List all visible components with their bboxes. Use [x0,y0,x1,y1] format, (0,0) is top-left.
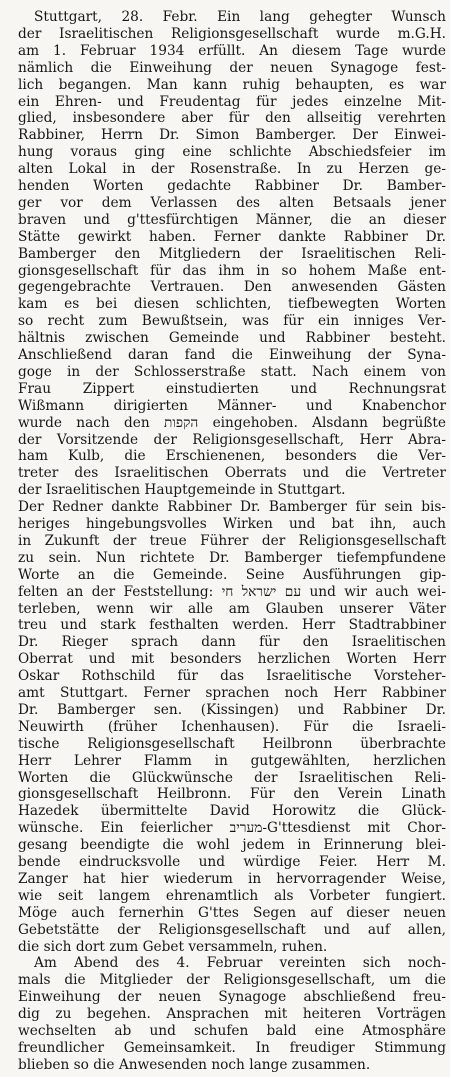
article-line: dig zu begehen. Ansprachen mit heiteren Vorträgen [18,1006,446,1023]
article-line: die sich dort zum Gebet versammeln, ruhen. [18,938,328,955]
article-line: Einweihung der neuen Synagoge abschließend freu- [18,989,446,1006]
article-line: tische Religionsgesellschaft Heilbronn überbrachte [18,735,446,752]
article-line: Am Abend des 4. Februar vereinten sich noch- [34,955,446,972]
article-line: alten Lokal in der Rosenstraße. In zu Herzen ge- [18,161,446,178]
article-line: der Israelitischen Hauptgemeinde in Stuttgart. [18,482,346,499]
article-line: goge in der Schlosserstraße statt. Nach einem von [18,363,446,380]
article-line: amt Stuttgart. Ferner sprachen noch Herr Rabbiner [18,685,446,701]
article-line: mals die Mitglieder der Religionsgesellschaft, um die [18,972,446,989]
article-line: lich begangen. Man kann ruhig behaupten, es war [18,76,446,93]
article-line: in Zukunft der treue Führer der Religionsgesellschaft [18,532,446,549]
article-line: wechselten ab und schufen bald eine Atmosphäre [18,1023,446,1039]
article-line: Frau Zippert einstudierten und Rechnungsrat [18,380,446,397]
article-line: terleben, wenn wir alle am Glauben unserer Väter [18,600,446,617]
article-line: Oberrat und mit besonders herzlichen Worten Herr [18,651,446,668]
article-line: Stätte gewirkt haben. Ferner dankte Rabbiner Dr. [18,228,446,245]
article-line: braven und g'ttesfürchtigen Männer, die an dieser [18,211,446,228]
article-line: treter des Israelitischen Oberrats und die Vertreter [18,465,446,482]
article-line: wie seit langem ehrenamtlich als Vorbeter fungiert. [18,887,446,904]
article-line: wurde nach den הקפות eingehoben. Alsdann begrüßte [18,414,447,431]
article-line: Zanger hat hier wiederum in hervorragender Weise, [18,870,446,887]
article-line: wünsche. Ein feierlicher מעריב-G'ttesdienst mit Chor- [18,820,446,837]
article-line: ein Ehren- und Freudentag für jedes einzelne Mit- [18,93,446,110]
article-line: Rabbiner, Herrn Dr. Simon Bamberger. Der Einwei- [18,127,446,144]
article-line: der Vorsitzende der Religionsgesellschaft, Herr Abra- [18,431,446,448]
article-line: hung voraus ging eine schlichte Abschiedsfeier im [18,144,446,161]
article-line: zu sein. Nun richtete Dr. Bamberger tiefempfundene [18,549,446,566]
article-line: Dr. Rieger sprach dann für den Israelitischen [18,634,446,651]
article-line: gionsgesellschaft für das ihm in so hohem Maße ent- [18,262,446,279]
article-line: gionsgesellschaft Heilbronn. Für den Verein Linath [18,786,446,803]
article-line: Neuwirth (früher Ichenhausen). Für die Israeli- [18,718,446,735]
article-line: Gebetstätte der Religionsgesellschaft und auf allen, [18,921,446,938]
article-line: Worten die Glückwünsche der Israelitischen Reli- [18,769,446,786]
article-line: Oskar Rothschild für das Israelitische Vorsteher- [18,668,446,685]
article-line: Hazedek übermittelte David Horowitz die Glück- [18,803,446,820]
article-line: Möge auch fernerhin G'ttes Segen auf dieser neuen [18,904,446,921]
article-line: Der Redner dankte Rabbiner Dr. Bamberger für sein bis- [18,499,446,516]
article-line: blieben so die Anwesenden noch lange zusammen. [18,1056,371,1073]
article-line: Herr Lehrer Flamm in gutgewählten, herzlichen [18,752,446,769]
article-line: ham Kulb, die Erschienenen, besonders die Ver- [18,448,446,465]
article-line: freundlicher Gemeinsamkeit. In freudiger Stimmung [18,1039,446,1056]
article-line: ger vor dem Verlassen des alten Betsaals jener [18,194,446,211]
article-line: glied, insbesondere aber für den allseitig verehrten [18,110,446,127]
article-line: felten an der Feststellung: עם ישראל חי und wir auch wei- [18,583,446,600]
article-line: hältnis zwischen Gemeinde und Rabbiner besteht. [18,330,446,347]
article-line: Dr. Bamberger sen. (Kissingen) und Rabbiner Dr. [18,701,446,718]
article-line: Stuttgart, 28. Febr. Ein lang gehegter Wunsch [34,9,446,25]
article-line: nämlich die Einweihung der neuen Synagoge fest- [18,59,446,76]
article-line: Bamberger den Mitgliedern der Israelitischen Reli- [18,245,446,262]
article-line: am 1. Februar 1934 erfüllt. An diesem Tage wurde [18,42,446,59]
article-line: Worte an die Gemeinde. Seine Ausführungen gip- [18,566,446,583]
article-line: henden Worten gedachte Rabbiner Dr. Bamber- [18,178,446,194]
article-line: kam es bei diesen schlichten, tiefbewegten Worten [18,296,446,313]
article-line: Wißmann dirigierten Männer- und Knabenchor [18,397,446,414]
article-line: der Israelitischen Religionsgesellschaft wurde m.G.H. [18,25,446,42]
article-line: gegengebrachte Vertrauen. Den anwesenden Gästen [18,279,446,296]
article-line: gesang beendigte die wohl jedem in Erinnerung blei- [18,837,446,854]
article-line: Anschließend daran fand die Einweihung der Syna- [18,347,446,363]
article-line: heriges hingebungsvolles Wirken und bat ihn, auch [18,516,446,532]
article-line: bende eindrucksvolle und würdige Feier. Herr M. [18,854,446,870]
article-line: treu und stark festhalten werden. Herr Stadtrabbiner [18,617,446,634]
article-line: so recht zum Bewußtsein, was für ein inniges Ver- [18,313,446,330]
